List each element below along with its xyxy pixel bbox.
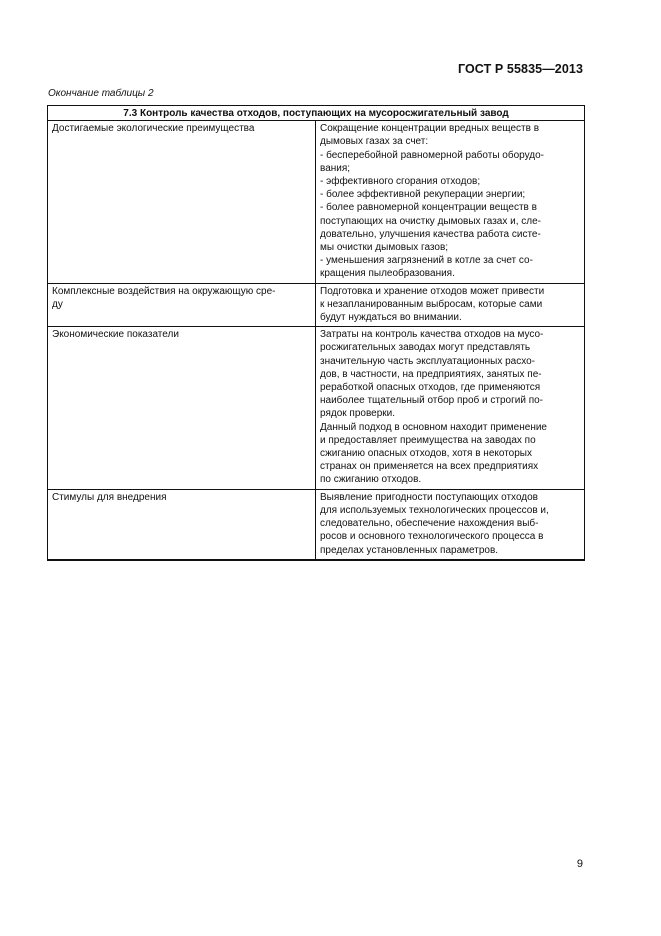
description-line: - уменьшения загрязнений в котле за счет со- xyxy=(320,255,533,267)
table-row xyxy=(48,489,585,560)
description-line: наиболее тщательный отбор проб и строгий по- xyxy=(320,395,544,407)
page-number: 9 xyxy=(576,858,583,870)
table-row xyxy=(48,327,585,489)
description-line: вания; xyxy=(320,162,351,174)
table-row xyxy=(48,283,585,327)
row-description xyxy=(316,121,585,283)
document-code: ГОСТ Р 55835—2013 xyxy=(457,62,583,76)
description-line: сжиганию опасных отходов, хотя в некоторых xyxy=(320,448,532,460)
description-line: реработкой опасных отходов, где применяются xyxy=(320,382,541,394)
description-line: кращения пылеобразования. xyxy=(320,268,455,280)
label-line: ду xyxy=(52,298,63,310)
description-line: пределах установленных параметров. xyxy=(320,544,499,556)
description-line: поступающих на очистку дымовых газах и, сле- xyxy=(320,215,541,227)
description-line: росов и основного технологического процесса в xyxy=(320,531,544,543)
description-line: - более эффективной рекуперации энергии; xyxy=(320,189,526,201)
description-line: Выявление пригодности поступающих отходов xyxy=(320,491,538,503)
description-line: будут нуждаться во внимании. xyxy=(320,312,462,324)
description-line: - бесперебойной равномерной работы оборудо- xyxy=(320,149,544,161)
requirements-table xyxy=(47,105,585,561)
description-line: к незапланированным выбросам, которые сами xyxy=(320,298,543,310)
description-line: значительную часть эксплуатационных расхо- xyxy=(320,355,536,367)
row-label: Достигаемые экологические преимущества xyxy=(48,121,316,283)
section-title: 7.3 Контроль качества отходов, поступающих на мусоросжигательный завод xyxy=(48,106,585,121)
description-line: Сокращение концентрации вредных веществ в xyxy=(320,123,540,135)
label-line: Комплексные воздействия на окружающую сре- xyxy=(52,285,276,297)
table-caption: Окончание таблицы 2 xyxy=(48,88,154,99)
row-label: Экономические показатели xyxy=(48,327,316,489)
row-description xyxy=(316,327,585,489)
description-line: мы очистки дымовых газов; xyxy=(320,242,449,254)
description-line: - более равномерной концентрации веществ в xyxy=(320,202,537,214)
row-label xyxy=(48,283,316,327)
description-line: странах он применяется на всех предприятиях xyxy=(320,461,539,473)
description-line: росжигательных заводах могут представлять xyxy=(320,342,531,354)
row-description xyxy=(316,283,585,327)
description-line: дов, в частности, на предприятиях, занятых пе- xyxy=(320,368,542,380)
description-line: рядок проверки. xyxy=(320,408,396,420)
description-line: дымовых газах за счет: xyxy=(320,136,429,148)
row-label: Стимулы для внедрения xyxy=(48,489,316,560)
description-line: следовательно, обеспечение нахождения выб- xyxy=(320,518,539,530)
description-line: Данный подход в основном находит применение xyxy=(320,421,547,433)
description-line: довательно, улучшения качества работа систе- xyxy=(320,228,541,240)
description-line: по сжиганию отходов. xyxy=(320,474,422,486)
table-section-header-row xyxy=(48,106,585,121)
description-line: для используемых технологических процессов и, xyxy=(320,504,549,516)
description-line: Подготовка и хранение отходов может привести xyxy=(320,285,545,297)
row-description xyxy=(316,489,585,560)
description-line: и предоставляет преимущества на заводах по xyxy=(320,434,536,446)
description-line: Затраты на контроль качества отходов на мусо- xyxy=(320,329,544,341)
description-line: - эффективного сгорания отходов; xyxy=(320,176,481,188)
table-row xyxy=(48,121,585,283)
